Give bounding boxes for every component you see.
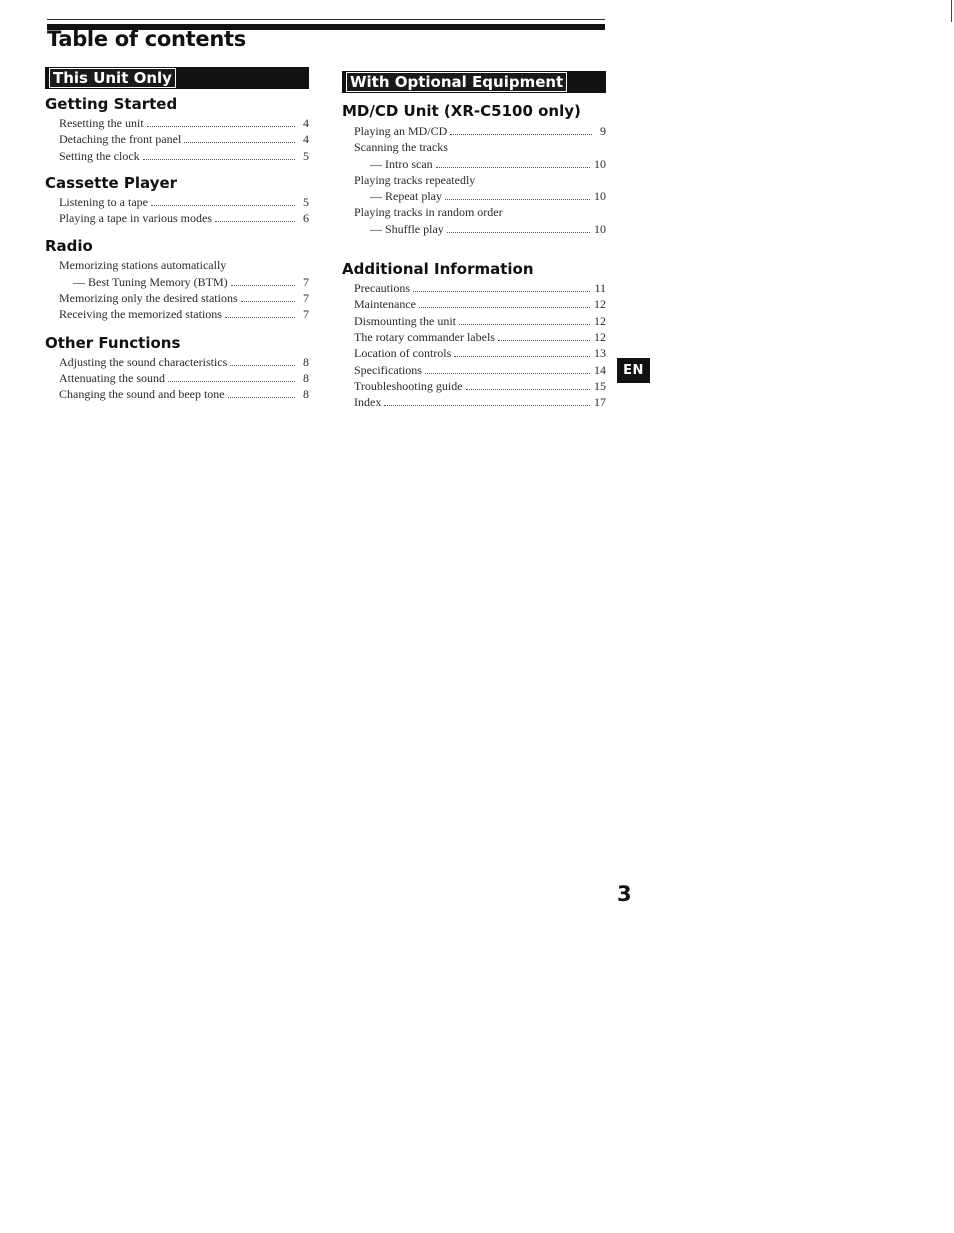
toc-entry[interactable]: Playing tracks in random order	[354, 205, 503, 220]
toc-entry[interactable]: Playing a tape in various modes 6	[59, 211, 309, 226]
section-title: Other Functions	[45, 333, 181, 352]
toc-entry[interactable]: Specifications 14	[354, 362, 606, 377]
section-title: Additional Information	[342, 260, 534, 279]
toc-entry[interactable]: Index 17	[354, 395, 606, 410]
toc-entry[interactable]: Detaching the front panel 4	[59, 132, 309, 147]
toc-entry[interactable]: Setting the clock 5	[59, 148, 309, 163]
language-tab: EN	[617, 358, 650, 383]
toc-entry[interactable]: Memorizing only the desired stations 7	[59, 291, 309, 306]
toc-entry[interactable]: Scanning the tracks	[354, 140, 448, 155]
toc-entry[interactable]: — Intro scan 10	[370, 156, 606, 171]
toc-entry[interactable]: Adjusting the sound characteristics 8	[59, 354, 309, 369]
toc-entry[interactable]: — Repeat play 10	[370, 189, 606, 204]
toc-entry[interactable]: Dismounting the unit 12	[354, 313, 606, 328]
toc-entry[interactable]: Playing an MD/CD 9	[354, 124, 606, 138]
toc-entry[interactable]: Location of controls 13	[354, 346, 606, 361]
toc-entry[interactable]: Resetting the unit 4	[59, 116, 309, 130]
toc-entry[interactable]: Listening to a tape 5	[59, 194, 309, 209]
section-cassette-player	[45, 174, 309, 227]
section-title: Radio	[45, 237, 93, 256]
banner-this-unit-only: This Unit Only	[45, 67, 309, 89]
section-other-functions	[45, 334, 309, 403]
toc-entry[interactable]: Memorizing stations automatically	[59, 258, 227, 273]
toc-entry[interactable]: Receiving the memorized stations 7	[59, 307, 309, 322]
toc-entry[interactable]: — Best Tuning Memory (BTM) 7	[73, 274, 309, 289]
section-title: Cassette Player	[45, 173, 178, 192]
section-additional-information	[342, 260, 606, 410]
toc-entry[interactable]: Maintenance 12	[354, 297, 606, 312]
section-radio	[45, 237, 309, 322]
banner-with-optional-equipment: With Optional Equipment	[342, 71, 606, 93]
toc-entry[interactable]: — Shuffle play 10	[370, 221, 606, 236]
edge-mark	[951, 0, 952, 22]
toc-entry[interactable]: Troubleshooting guide 15	[354, 378, 606, 393]
toc-entry[interactable]: The rotary commander labels 12	[354, 329, 606, 344]
section-getting-started	[45, 95, 309, 164]
column-this-unit-only	[45, 67, 309, 403]
toc-entry[interactable]: Changing the sound and beep tone 8	[59, 387, 309, 402]
toc-entry[interactable]: Precautions 11	[354, 281, 606, 296]
header-rule-thin	[47, 19, 605, 20]
page-number: 3	[617, 882, 632, 906]
page-title: Table of contents	[47, 27, 246, 51]
section-title: MD/CD Unit (XR-C5100 only)	[342, 102, 581, 120]
toc-entry[interactable]: Attenuating the sound 8	[59, 370, 309, 385]
section-md-cd-unit	[342, 102, 606, 237]
section-title: Getting Started	[45, 95, 178, 113]
column-with-optional-equipment	[342, 71, 606, 410]
toc-entry[interactable]: Playing tracks repeatedly	[354, 172, 476, 187]
